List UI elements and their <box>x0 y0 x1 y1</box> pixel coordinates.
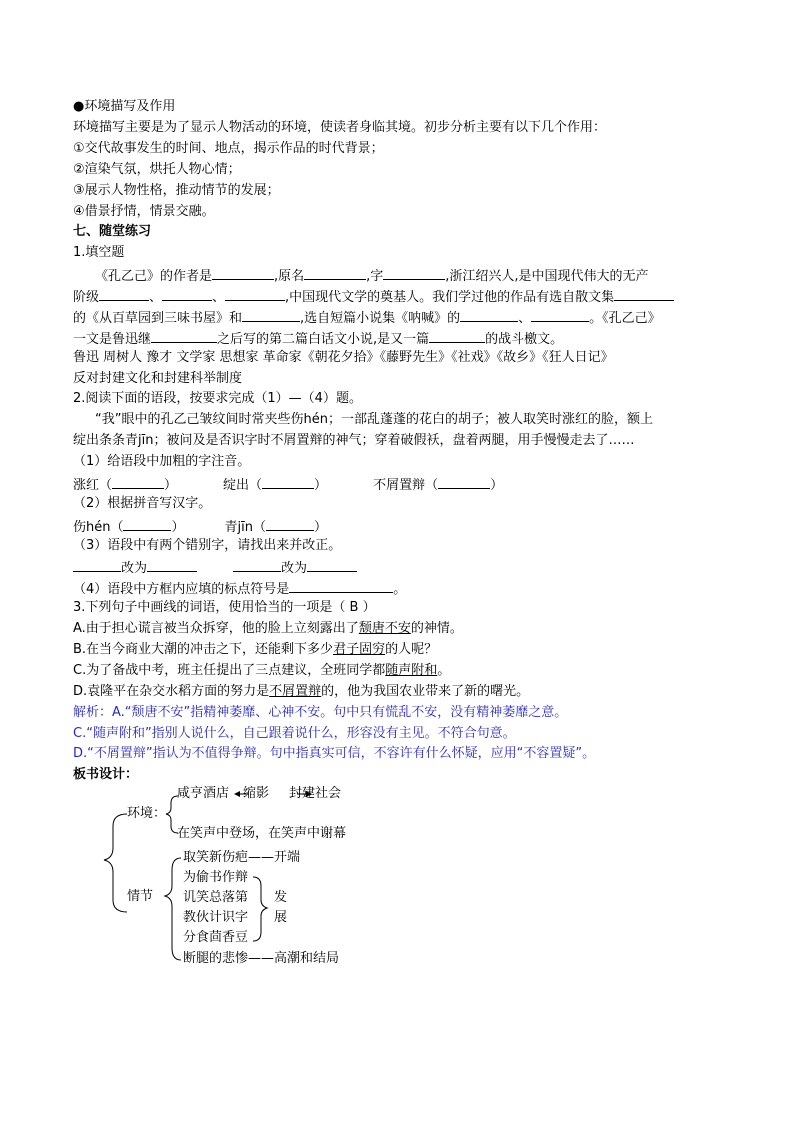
q2-sub-1: （1）给语段中加粗的字注音。 <box>73 454 251 469</box>
board-title: 板书设计： <box>73 767 139 782</box>
board-plot-2: 为偷书作辩 <box>183 870 249 885</box>
q2-sub-3-answers: 改为 改为 <box>73 558 357 577</box>
env-heading: ●环境描写及作用 <box>73 99 176 114</box>
q3-analysis-2: C.“随声附和”指别人说什么，自己跟着说什么，形容没有主见。不符合句意。 <box>73 726 516 741</box>
q1-answer-1: 鲁迅 周树人 豫才 文学家 思想家 革命家《朝花夕拾》《藤野先生》《社戏》《故乡》《狂人日记》 <box>73 350 614 365</box>
q2-sub-3: （3）语段中有两个错别字，请找出来并改正。 <box>73 538 342 553</box>
board-env-label: 环境： <box>127 806 167 821</box>
board-plot-1: 取笑新伤疤——开端 <box>183 850 301 865</box>
q3-option-c: C.为了备战中考，班主任提出了三点建议，全班同学都随声附和。 <box>73 663 451 678</box>
env-item-4: ④借景抒情，情景交融。 <box>73 204 215 219</box>
practice-heading: 七、随堂练习 <box>73 224 152 239</box>
q1-line-4: 一文是鲁迅继 之后写的第二篇白话文小说,是又一篇 的战斗檄文。 <box>73 329 563 348</box>
q1-answer-2: 反对封建文化和封建科举制度 <box>73 371 243 386</box>
q2-passage-2: 绽出条条青jīn；被问及是否识字时不屑置辩的神气；穿着破假袄，盘着两腿，用手慢慢走去了…… <box>73 433 635 448</box>
q2-sub-2-answers: 伤hén（ ） 青jīn（ ） <box>73 517 327 536</box>
q3-option-b: B.在当今商业大潮的冲击之下，还能剩下多少君子固穷的人呢？ <box>73 642 438 657</box>
board-dev-1: 发 <box>274 890 288 905</box>
q2-sub-2: （2）根据拼音写汉字。 <box>73 496 212 511</box>
env-intro: 环境描写主要是为了显示人物活动的环境，使读者身临其境。初步分析主要有以下几个作用： <box>73 120 607 135</box>
board-dev-2: 展 <box>274 910 288 925</box>
env-item-2: ②渲染气氛，烘托人物心情； <box>73 162 241 177</box>
env-item-3: ③展示人物性格，推动情节的发展； <box>73 183 280 198</box>
q1-line-1: 《孔乙己》的作者是 ,原名 ,字 ,浙江绍兴人,是中国现代伟大的无产 <box>95 266 649 285</box>
board-plot-3: 讥笑总落第 <box>183 890 249 905</box>
board-plot-6: 断腿的悲惨——高潮和结局 <box>183 951 340 966</box>
q3-option-a: A.由于担心谎言被当众拆穿，他的脸上立刻露出了颓唐不安的神情。 <box>73 621 463 636</box>
env-item-1: ①交代故事发生的时间、地点，揭示作品的时代背景； <box>73 141 384 156</box>
q2-passage-1: “我”眼中的孔乙己皱纹间时常夹些伤hén；一部乱蓬蓬的花白的胡子；被人取笑时涨红的脸，额上 <box>95 412 653 427</box>
board-env-line-1: 咸亨酒店 缩影 封建社会 <box>177 786 342 801</box>
board-plot-4: 教伙计识字 <box>183 910 249 925</box>
q3-title: 3.下列句子中画线的词语，使用恰当的一项是（ B ） <box>73 600 376 615</box>
board-env-line-2: 在笑声中登场，在笑声中谢幕 <box>177 826 347 841</box>
q2-sub-1-answers: 涨红（ ） 绽出（ ） 不屑置辩（ ） <box>73 475 503 494</box>
board-plot-5: 分食茴香豆 <box>183 930 249 945</box>
q3-analysis-1: 解析：A.“颓唐不安”指精神萎靡、心神不安。句中只有慌乱不安，没有精神萎靡之意。 <box>73 705 568 720</box>
q1-line-3: 的《从百草园到三味书屋》和 ,选自短篇小说集《呐喊》的 、 。《孔乙己》 <box>73 308 661 327</box>
q1-title: 1.填空题 <box>73 245 125 260</box>
q2-title: 2.阅读下面的语段，按要求完成（1）—（4）题。 <box>73 391 362 406</box>
q3-option-d: D.袁隆平在杂交水稻方面的努力是不屑置辩的，他为我国农业带来了新的曙光。 <box>73 684 530 699</box>
q3-analysis-3: D.“不屑置辩”指认为不值得争辩。句中指真实可信，不容许有什么怀疑，应用“不容置疑”。 <box>73 746 596 761</box>
q1-line-2: 阶级 、 、 ,中国现代文学的奠基人。我们学过他的作品有选自散文集 <box>73 287 674 306</box>
board-plot-label: 情节 <box>127 889 154 904</box>
q2-sub-4: （4）语段中方框内应填的标点符号是 。 <box>73 579 406 598</box>
